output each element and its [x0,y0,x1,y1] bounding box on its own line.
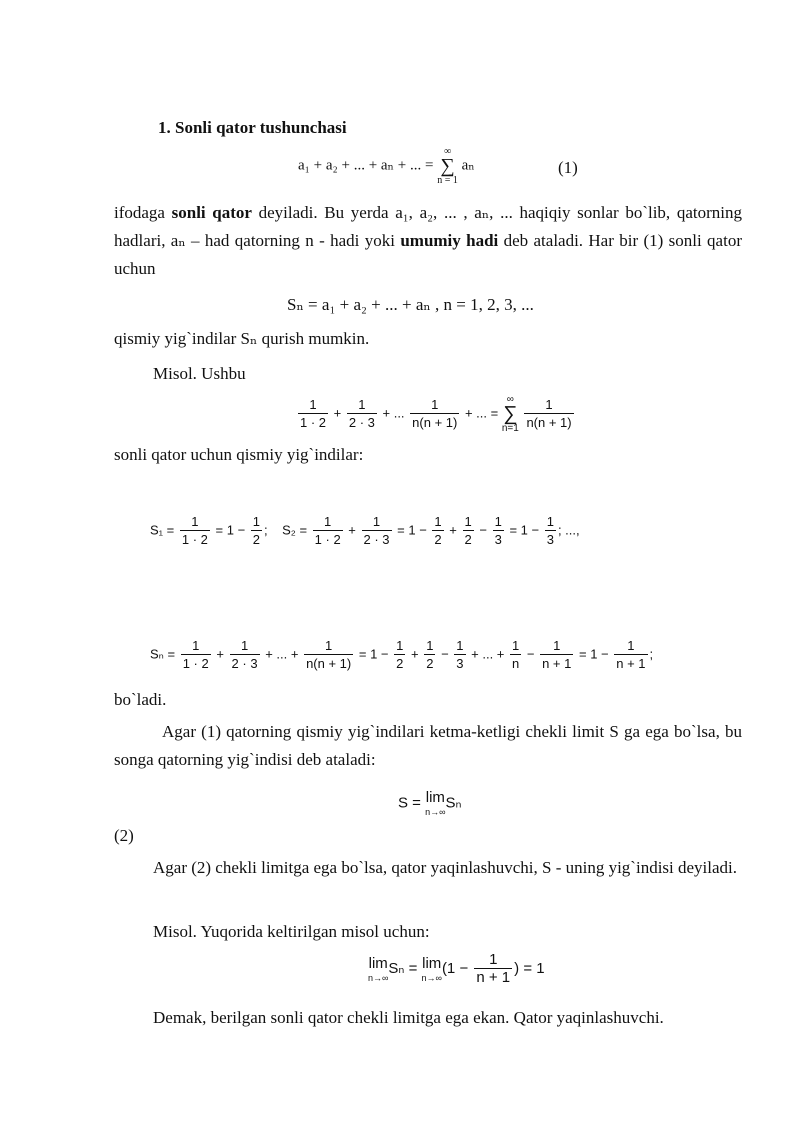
operator: + [333,405,342,421]
operator: + ... = [464,405,499,421]
fraction: $\frac{1}{n(n + 1)}$ [412,397,458,430]
example-2-label: Misol. Yuqorida keltirilgan misol uchun: [153,922,430,941]
s1-label: S₁ = [150,522,175,538]
boladi-line: bo`ladi. [114,690,167,709]
sn-label: Sₙ = [150,646,176,662]
para1-text-1: ifodaga [114,203,172,222]
para1-text-3: deb ataladi. Har bir (1) sonli qator uchun [114,231,742,278]
equation-1-term: aₙ [461,157,475,174]
partial-sum-sn: Sₙ = $\frac{1}{1 \cdot 2}$ + $\frac{1}{2 \cdot 3}$ + ... + $\frac{1}{n(n + 1)}$ = 1 − $\frac{1}{2}$ + $\frac{1}{2}$ − $\frac{1}{3}$ + ... + $\frac{1}{n}$ − $\frac{1}{n + 1}$ = 1 − $\frac{1}{n + 1}$ ; [150,638,654,671]
final-limit-equation: lim n→∞ Sₙ = lim n→∞ (1 − $\frac{1}{n + 1}$ ) = 1 [368,951,545,986]
paragraph-1 [114,199,742,283]
partial-sum-line: qismiy yig`indilar Sₙ qurish mumkin. [114,329,370,348]
operator: + ... [382,405,405,421]
series-equation [296,394,576,434]
para1-text-2: deyiladi. Bu yerda a₁, a₂, ... , aₙ, ... haqiqiy sonlar bo`lib, qatorning hadlari, aₙ – had qatorning n - hadi yoki [114,203,742,250]
section-heading: 1. Sonli qator tushunchasi [158,118,347,137]
sum-top: ∞ [443,146,452,157]
series-caption: sonli qator uchun qismiy yig`indilar: [114,445,364,464]
sum-symbol: ∞ ∑ n=1 [501,394,519,434]
paragraph-2: Agar (1) qatorning qismiy yig`indilari ketma-ketligi chekli limit S ga ega bo`lsa, bu songa qatorning yig`indisi deb ataladi: [114,722,742,769]
equation-2-number: (2) [114,826,134,845]
equation-1-number: (1) [558,158,578,177]
example-1-label: Misol. Ushbu [153,364,246,383]
sum-symbol [437,146,458,186]
fraction: $\frac{1}{1 \cdot 2}$ [300,397,327,430]
s2-label: S₂ = [282,522,308,538]
paragraph-3: Agar (2) chekli limitga ega bo`lsa, qator yaqinlashuvchi, S - uning yig`indisi deyiladi. [153,858,738,877]
limit-equation: S = lim n→∞ Sₙ [398,789,462,817]
sum-bottom: n = 1 [437,175,458,186]
conclusion: Demak, berilgan sonli qator chekli limitga ega ekan. Qator yaqinlashuvchi. [153,1008,664,1027]
partial-sum-definition: Sₙ = a₁ + a₂ + ... + aₙ , n = 1, 2, 3, ... [287,295,534,314]
fraction: $\frac{1}{n(n + 1)}$ [526,397,572,430]
limit-operator: lim n→∞ [425,789,446,817]
partial-sums-s1-s2: S₁ = $\frac{1}{1 \cdot 2}$ = 1 − $\frac{1}{2}$ ; S₂ = $\frac{1}{1 \cdot 2}$ + $\frac{1}{2 \cdot 3}$ = 1 − $\frac{1}{2}$ + $\frac{1}{2}$ − $\frac{1}{3}$ = 1 − $\frac{1}{3}$ ; ..., [150,514,580,547]
fraction: $\frac{1}{2 \cdot 3}$ [348,397,375,430]
term-umumiy-hadi: umumiy hadi [400,231,499,250]
term-sonli-qator: sonli qator [171,203,252,222]
equation-1 [298,146,475,186]
equation-1-lhs: a₁ + a₂ + ... + aₙ + ... = [298,157,434,174]
sum-sign: ∑ [440,155,455,177]
